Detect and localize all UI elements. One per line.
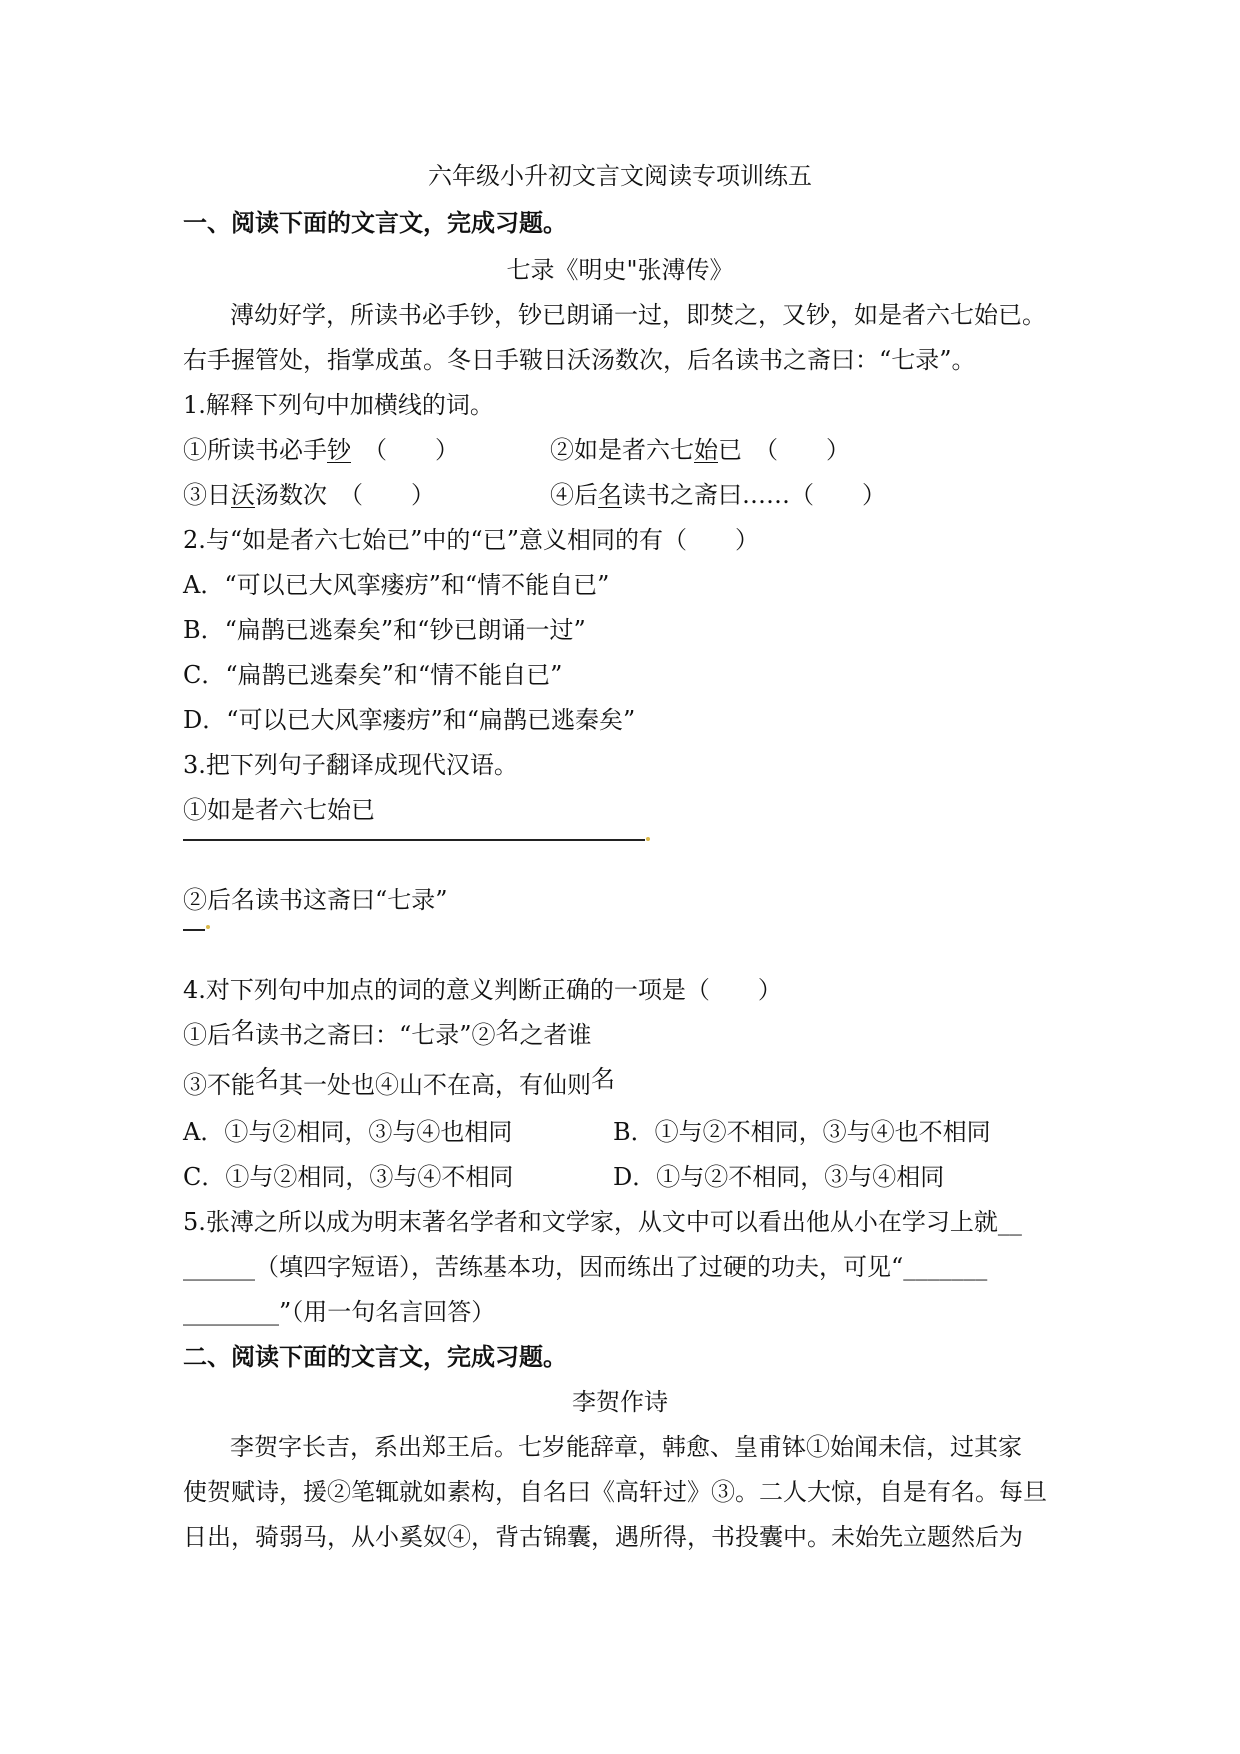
q5-line-3: ________”（用一句名言回答） (183, 1298, 496, 1326)
passage2-title: 李贺作诗 (572, 1388, 668, 1416)
q4-option-b: B．①与②不相同，③与④也不相同 (613, 1118, 991, 1146)
q2-stem: 2.与“如是者六七始已”中的“已”意义相同的有（ ） (183, 526, 759, 554)
q5-line-2: ______（填四字短语），苦练基本功，因而练出了过硬的功夫，可见“_______ (183, 1253, 988, 1281)
q2-option-b: B．“扁鹊已逃秦矣”和“钞已朗诵一过” (183, 616, 586, 644)
passage2-line-2: 使贺赋诗，援②笔辄就如素构，自名曰《高轩过》③。二人大惊，自是有名。每旦 (183, 1478, 1047, 1506)
q4-stem: 4.对下列句中加点的词的意义判断正确的一项是（ ） (183, 976, 782, 1004)
q1-item-1: ①所读书必手钞 （ ） (183, 436, 459, 464)
passage2-line-3: 日出，骑弱马，从小奚奴④，背古锦囊，遇所得，书投囊中。未始先立题然后为 (183, 1523, 1023, 1551)
q2-option-a: A．“可以已大风挛瘘疠”和“情不能自已” (183, 571, 610, 599)
q1-item-3: ③日沃汤数次 （ ） (183, 481, 435, 509)
passage1-line-2: 右手握管处，指掌成茧。冬日手皲日沃汤数次，后名读书之斋曰：“七录”。 (183, 346, 976, 374)
passage2-line-1: 李贺字长吉，系出郑王后。七岁能辞章，韩愈、皇甫钵①始闻未信，过其家 (230, 1433, 1022, 1461)
mark-dot (206, 925, 210, 929)
section2-heading: 二、阅读下面的文言文，完成习题。 (183, 1342, 567, 1371)
q1-item-4: ④后名读书之斋曰……（ ） (550, 481, 886, 509)
q4-option-c: C．①与②相同，③与④不相同 (183, 1163, 514, 1191)
section1-heading: 一、阅读下面的文言文，完成习题。 (183, 208, 567, 237)
q1-stem: 1.解释下列句中加横线的词。 (183, 391, 494, 419)
q2-option-d: D．“可以已大风挛瘘疠”和“扁鹊已逃秦矣” (183, 706, 636, 734)
q1-item-2: ②如是者六七始已 （ ） (550, 436, 850, 464)
q3-sentence-2: ②后名读书这斋曰“七录” (183, 886, 448, 914)
q4-line-2: ③不能名其一处也④山不在高，有仙则名 (183, 1065, 615, 1099)
q3-stem: 3.把下列句子翻译成现代汉语。 (183, 751, 518, 779)
q4-line-1: ①后名读书之斋曰：“七录”②名之者谁 (183, 1017, 592, 1049)
q5-line-1: 5.张溥之所以成为明末著名学者和文学家，从文中可以看出他从小在学习上就__ (183, 1208, 1022, 1236)
page-title: 六年级小升初文言文阅读专项训练五 (428, 162, 812, 190)
q3-sentence-1: ①如是者六七始已 (183, 796, 375, 824)
passage1-line-1: 溥幼好学，所读书必手钞，钞已朗诵一过，即焚之，又钞，如是者六七始已。 (230, 301, 1046, 329)
answer-line-2 (183, 929, 205, 931)
passage1-title: 七录《明史"张溥传》 (506, 256, 734, 284)
q4-option-d: D．①与②不相同，③与④相同 (613, 1163, 945, 1191)
q2-option-c: C．“扁鹊已逃秦矣”和“情不能自已” (183, 661, 563, 689)
answer-line-1 (183, 839, 645, 841)
q4-option-a: A．①与②相同，③与④也相同 (183, 1118, 513, 1146)
mark-dot (646, 837, 650, 841)
